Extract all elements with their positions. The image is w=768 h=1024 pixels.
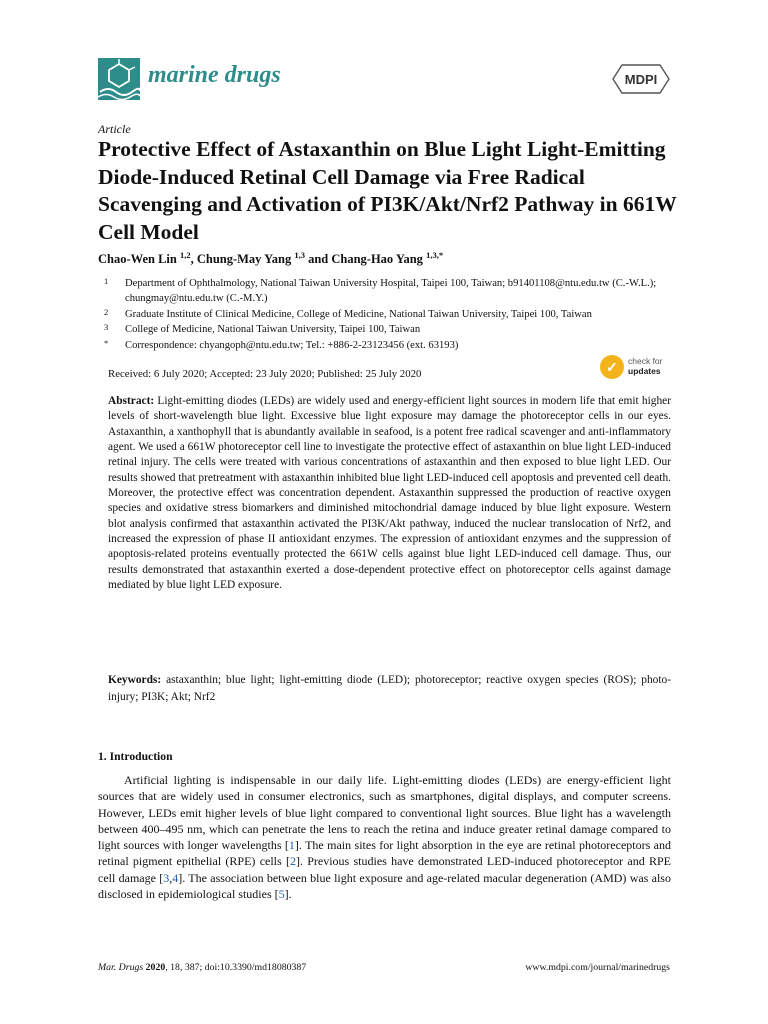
article-title: Protective Effect of Astaxanthin on Blue Light Light-Emitting Diode-Induced Retinal Cell Damage via Free Radical Scavenging and Activation of PI3K/Akt/Nrf2 Pathway in 661W Cell Model (98, 137, 677, 244)
author-affiliation-mark: 1,3,* (426, 250, 444, 260)
mdpi-logo-text: MDPI (624, 72, 658, 87)
affiliation-item (98, 338, 678, 353)
affiliation-mark: * (104, 337, 109, 348)
check-updates-line2: updates (628, 366, 661, 376)
intro-text: Artificial lighting is indispensable in our daily life. Light-emitting diodes (LEDs) are energy-efficient light sources that are widely used in consumer electronics, such as smartphones, digital displays, and computer screens. However, LEDs emit higher levels of blue light compared to conventional light sources. Blue light has a wavelength between 400–495 nm, which can penetrate the lens to reach the retina and induce greater retinal damage compared to light sources with longer wavelengths [ (98, 773, 671, 853)
mdpi-logo (612, 64, 670, 94)
affiliation-item (98, 276, 678, 307)
footer-journal: Mar. Drugs (98, 962, 144, 973)
abstract (108, 394, 671, 593)
keywords-label: Keywords: (108, 674, 162, 686)
abstract-text: Light-emitting diodes (LEDs) are widely used and energy-efficient light sources in modern life that emit higher levels of short-wavelength blue light. Excessive blue light exposure may damage the photoreceptor cells in our eyes. Astaxanthin, a xanthophyll that is abundantly available in seafood, is a potent free radical scavenger and anti-inflammatory agent. We used a 661W photoreceptor cell line to investigate the protective effect of astaxanthin on blue light LED-induced retinal injury. The cells were treated with various concentrations of astaxanthin and then exposed to blue light LED. Our results showed that pretreatment with astaxanthin inhibited blue light LED-induced cell apoptosis and prevented cell death. Moreover, the protective effect was concentration dependent. Astaxanthin suppressed the production of reactive oxygen species and oxidative stress biomarkers and diminished mitochondrial damage induced by blue light exposure. Western blot analysis confirmed that astaxanthin activated the PI3K/Akt pathway, induced the nuclear translocation of Nrf2, and increased the expression of phase II antioxidant enzymes. The expression of antioxidant enzymes and the suppression of apoptosis-related proteins eventually protected the 661W cells against blue light LED-induced cell damage. Thus, our results demonstrated that astaxanthin exerted a dose-dependent protective effect on photoreceptor cells against damage mediated by blue light LED exposure. (108, 395, 671, 592)
author-name[interactable]: Chao-Wen Lin (98, 252, 177, 267)
affiliation-item (98, 322, 678, 337)
journal-name: marine drugs (148, 62, 281, 88)
affiliation-text: Department of Ophthalmology, National Taiwan University Hospital, Taipei 100, Taiwan; b91401108@ntu.edu.tw (C.-W.L.); chungmay@ntu.edu.tw (C.-M.Y.) (125, 278, 657, 305)
author-affiliation-mark: 1,3 (294, 250, 305, 260)
journal-header (98, 58, 670, 104)
check-updates-text (628, 356, 663, 376)
affiliation-mark: 1 (104, 276, 109, 286)
correspondence-text: Correspondence: chyangoph@ntu.edu.tw; Tel.: +886-2-23123456 (ext. 63193) (125, 339, 459, 351)
check-updates-line1: check for (628, 356, 663, 366)
author-affiliation-mark: 1,2 (179, 250, 191, 260)
intro-text: ]. The main sites for light absorption in the eye are retinal photoreceptors and retinal pigment epithelial (RPE) cells [ (98, 838, 671, 869)
affiliation-item (98, 307, 678, 322)
author-separator: , (190, 252, 197, 267)
footer-url[interactable]: www.mdpi.com/journal/marinedrugs (525, 962, 670, 973)
author-list (98, 250, 443, 267)
footer-citation (98, 962, 306, 973)
intro-text: ]. Previous studies have demonstrated LED-induced photoreceptor and RPE cell damage [ (98, 854, 671, 885)
check-updates-icon: ✓ (600, 355, 624, 379)
check-updates-badge[interactable] (600, 354, 674, 382)
citation-link[interactable]: 3 (163, 870, 170, 885)
affiliation-mark: 2 (104, 306, 109, 317)
intro-text: ]. (284, 887, 292, 902)
citation-link[interactable]: 2 (289, 854, 296, 869)
footer-year: 2020 (145, 962, 166, 973)
affiliation-text: Graduate Institute of Clinical Medicine, College of Medicine, National Taiwan University, Taipei 100, Taiwan (125, 308, 592, 320)
author-name[interactable]: Chung-May Yang (196, 252, 292, 267)
intro-text: , (169, 870, 173, 885)
section-heading: 1. Introduction (98, 750, 173, 763)
footer-doi: , 18, 387; doi:10.3390/md18080387 (165, 962, 307, 973)
article-type: Article (98, 122, 131, 136)
keywords-text: astaxanthin; blue light; light-emitting diode (LED); photoreceptor; reactive oxygen species (ROS); photo-injury; PI3K; Akt; Nrf2 (108, 674, 671, 703)
intro-paragraph (98, 772, 671, 902)
publication-dates: Received: 6 July 2020; Accepted: 23 July 2020; Published: 25 July 2020 (108, 368, 422, 380)
citation-link[interactable]: 4 (172, 870, 179, 885)
author-name[interactable]: Chang-Hao Yang (331, 252, 423, 267)
author-separator: and (304, 252, 332, 267)
citation-link[interactable]: 1 (288, 838, 295, 853)
affiliation-list (98, 276, 678, 353)
abstract-label: Abstract: (108, 395, 155, 407)
citation-link[interactable]: 5 (278, 887, 285, 902)
molecule-icon (98, 58, 140, 100)
keywords (108, 672, 671, 706)
affiliation-mark: 3 (104, 322, 109, 333)
intro-text: ]. The association between blue light exposure and age-related macular degeneration (AMD) was also disclosed in epidemiological studies [ (98, 870, 671, 902)
affiliation-text: College of Medicine, National Taiwan University, Taipei 100, Taiwan (125, 324, 421, 336)
